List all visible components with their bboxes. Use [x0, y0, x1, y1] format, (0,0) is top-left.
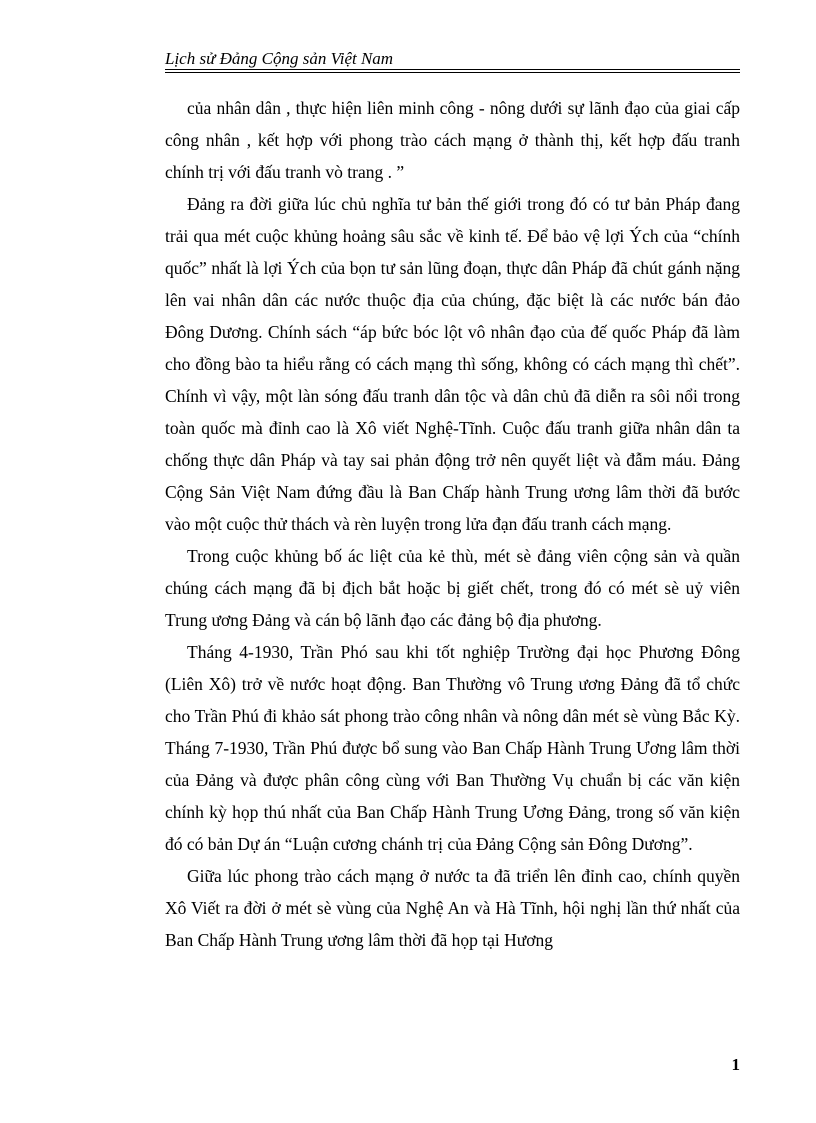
paragraph-4: Tháng 4-1930, Trần Phó sau khi tốt nghiệp Trường đại học Phương Đông (Liên Xô) trở về nước hoạt động. Ban Thường vô Trung ương Đảng đã tổ chức cho Trần Phú đi khảo sát phong trào công nhân và nông dân mét sè vùng Bắc Kỳ. Tháng 7-1930, Trần Phú được bổ sung vào Ban Chấp Hành Trung Ương lâm thời của Đảng và được phân công cùng với Ban Thường Vụ chuẩn bị các văn kiện chính kỳ họp thú nhất của Ban Chấp Hành Trung Ương Đảng, trong số văn kiện đó có bản Dự án “Luận cương chánh trị của Đảng Cộng sản Đông Dương”.	[165, 642, 740, 854]
page-number: 1	[731, 1055, 740, 1074]
header-title: Lịch sử Đảng Cộng sản Việt Nam	[165, 49, 394, 68]
paragraph-1: của nhân dân , thực hiện liên minh công - nông dưới sự lãnh đạo của giai cấp công nhân , kết hợp với phong trào cách mạng ở thành thị, kết hợp đấu tranh chính trị với đấu tranh vò trang . ”	[165, 98, 740, 182]
paragraph-5: Giữa lúc phong trào cách mạng ở nước ta đã triển lên đỉnh cao, chính quyền Xô Viết ra đời ở mét sè vùng của Nghệ An và Hà Tĩnh, hội nghị lần thứ nhất của Ban Chấp Hành Trung ương lâm thời đã họp tại Hương	[165, 866, 740, 950]
body-text	[165, 92, 740, 956]
header-rule-top	[165, 69, 740, 70]
header-rule-bottom	[165, 72, 740, 73]
running-header	[165, 48, 740, 70]
paragraph-3: Trong cuộc khủng bố ác liệt của kẻ thù, mét sè đảng viên cộng sản và quần chúng cách mạng đã bị địch bắt hoặc bị giết chết, trong đó có mét sè uỷ viên Trung ương Đảng và cán bộ lãnh đạo các đảng bộ địa phương.	[165, 546, 740, 630]
paragraph-2: Đảng ra đời giữa lúc chủ nghĩa tư bản thế giới trong đó có tư bản Pháp đang trải qua mét cuộc khủng hoảng sâu sắc về kinh tế. Để bảo vệ lợi Ých của “chính quốc” nhất là lợi Ých của bọn tư sản lũng đoạn, thực dân Pháp đã chút gánh nặng lên vai nhân dân các nước thuộc địa của chúng, đặc biệt là các nước bán đảo Đông Dương. Chính sách “áp bức bóc lột vô nhân đạo của đế quốc Pháp đã làm cho đồng bào ta hiểu rằng có cách mạng thì sống, không có cách mạng thì chết”. Chính vì vậy, một làn sóng đấu tranh dân tộc và dân chủ đã diễn ra sôi nổi trong toàn quốc mà đỉnh cao là Xô viết Nghệ-Tĩnh. Cuộc đấu tranh giữa nhân dân ta chống thực dân Pháp và tay sai phản động trở nên quyết liệt và đẫm máu. Đảng Cộng Sản Việt Nam đứng đầu là Ban Chấp hành Trung ương lâm thời đã bước vào một cuộc thử thách và rèn luyện trong lửa đạn đấu tranh cách mạng.	[165, 194, 740, 534]
